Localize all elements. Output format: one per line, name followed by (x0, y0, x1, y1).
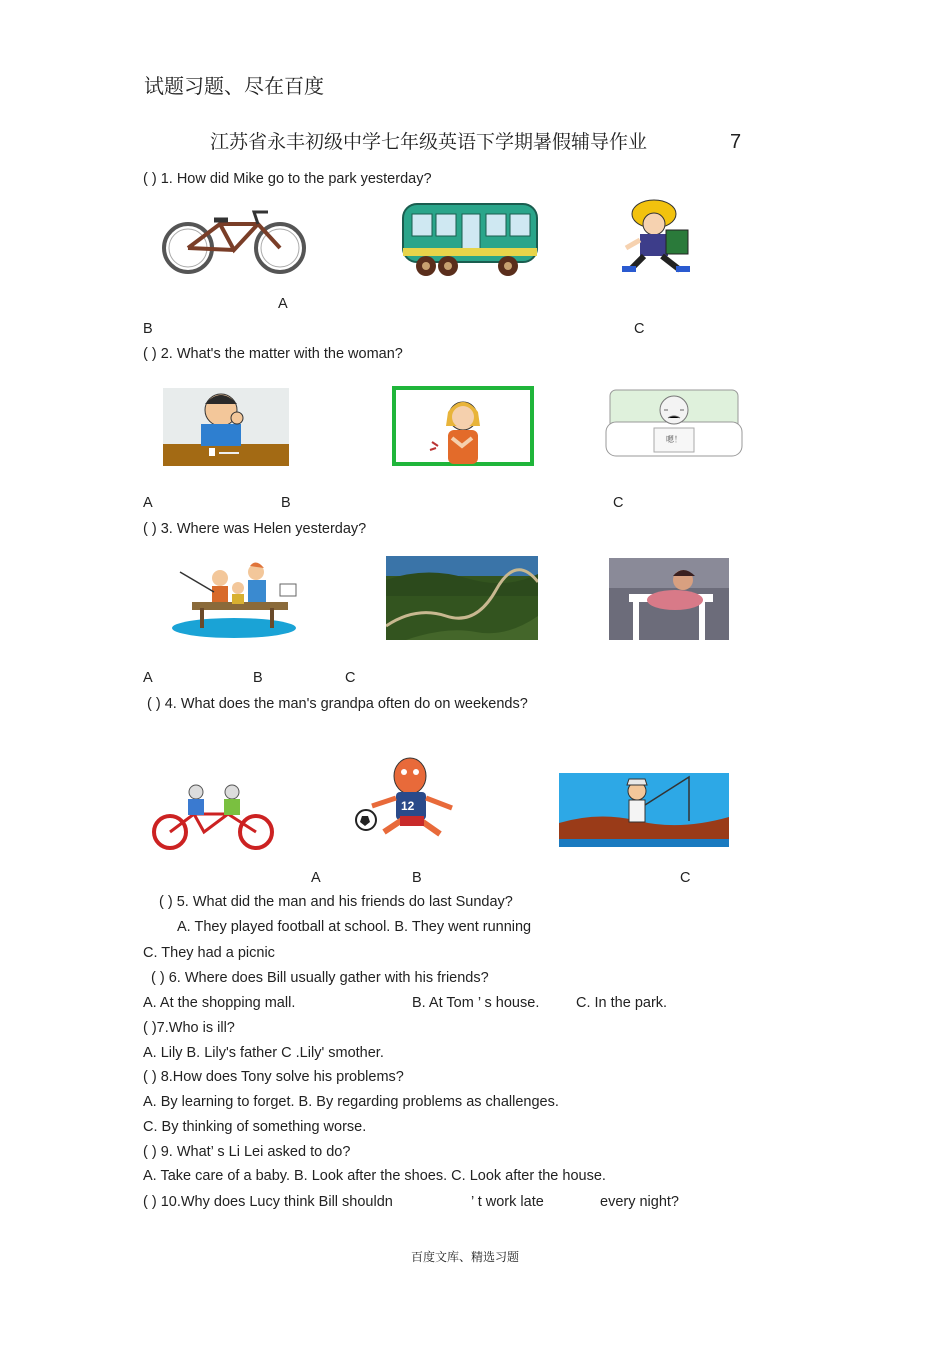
bicycle-image (158, 208, 310, 276)
question-6: ( ) 6. Where does Bill usually gather with his friends? (151, 970, 489, 986)
svg-text:12: 12 (401, 799, 415, 813)
q4-label-c: C (680, 870, 691, 886)
q5-option-c: C. They had a picnic (143, 945, 275, 961)
bus-image (400, 200, 540, 278)
title-number: 7 (730, 131, 742, 153)
question-2: ( ) 2. What's the matter with the woman? (143, 346, 403, 362)
question-3: ( ) 3. Where was Helen yesterday? (143, 521, 367, 537)
tandem-bike-image (148, 784, 278, 850)
question-10-part-b: ’ t work late (471, 1194, 544, 1210)
family-fishing-image (170, 562, 302, 640)
question-8: ( ) 8.How does Tony solve his problems? (143, 1069, 404, 1085)
great-wall-image (386, 556, 538, 640)
question-9: ( ) 9. What’ s Li Lei asked to do? (143, 1144, 351, 1160)
question-5: ( ) 5. What did the man and his friends do last Sunday? (159, 894, 513, 910)
q1-label-a: A (278, 296, 288, 312)
page-title: 江苏省永丰初级中学七年级英语下学期暑假辅导作业 (210, 131, 648, 153)
question-4: ( ) 4. What does the man's grandpa often do on weekends? (147, 696, 528, 712)
q3-label-b: B (253, 670, 263, 686)
q2-label-c: C (613, 495, 624, 511)
q6-option-b: B. At Tom ’ s house. (412, 995, 540, 1011)
q2-label-a: A (143, 495, 153, 511)
q9-options: A. Take care of a baby. B. Look after the shoes. C. Look after the house. (143, 1168, 606, 1184)
q8-options-ab: A. By learning to forget. B. By regarding problems as challenges. (143, 1094, 559, 1110)
q6-option-c: C. In the park. (576, 995, 668, 1011)
q4-label-a: A (311, 870, 321, 886)
walking-boy-image (610, 196, 720, 276)
q1-label-b: B (143, 321, 153, 337)
soccer-player-image (344, 756, 478, 848)
q3-label-a: A (143, 670, 153, 686)
question-10-part-c: every night? (600, 1194, 679, 1210)
girl-in-chair-image (609, 558, 729, 640)
svg-text:嗯！: 嗯！ (666, 435, 682, 444)
page-header: 试题习题、尽在百度 (144, 74, 324, 98)
q8-option-c: C. By thinking of something worse. (143, 1119, 367, 1135)
q1-label-c: C (634, 321, 645, 337)
question-7: ( )7.Who is ill? (143, 1020, 235, 1036)
q5-options-ab: A. They played football at school. B. They went running (177, 919, 532, 935)
boy-toothache-image (163, 388, 289, 466)
q7-options: A. Lily B. Lily's father C .Lily' smother. (143, 1045, 384, 1061)
q4-label-b: B (412, 870, 422, 886)
question-10-part-a: ( ) 10.Why does Lucy think Bill shouldn (143, 1194, 393, 1210)
question-1: ( ) 1. How did Mike go to the park yesterday? (143, 171, 432, 187)
q2-label-b: B (281, 495, 291, 511)
page-footer: 百度文库、精选习题 (411, 1250, 520, 1264)
man-fishing-image (559, 773, 729, 847)
q6-option-a: A. At the shopping mall. (143, 995, 296, 1011)
girl-sick-image (392, 386, 534, 466)
man-in-bed-image (604, 388, 744, 462)
q3-label-c: C (345, 670, 356, 686)
